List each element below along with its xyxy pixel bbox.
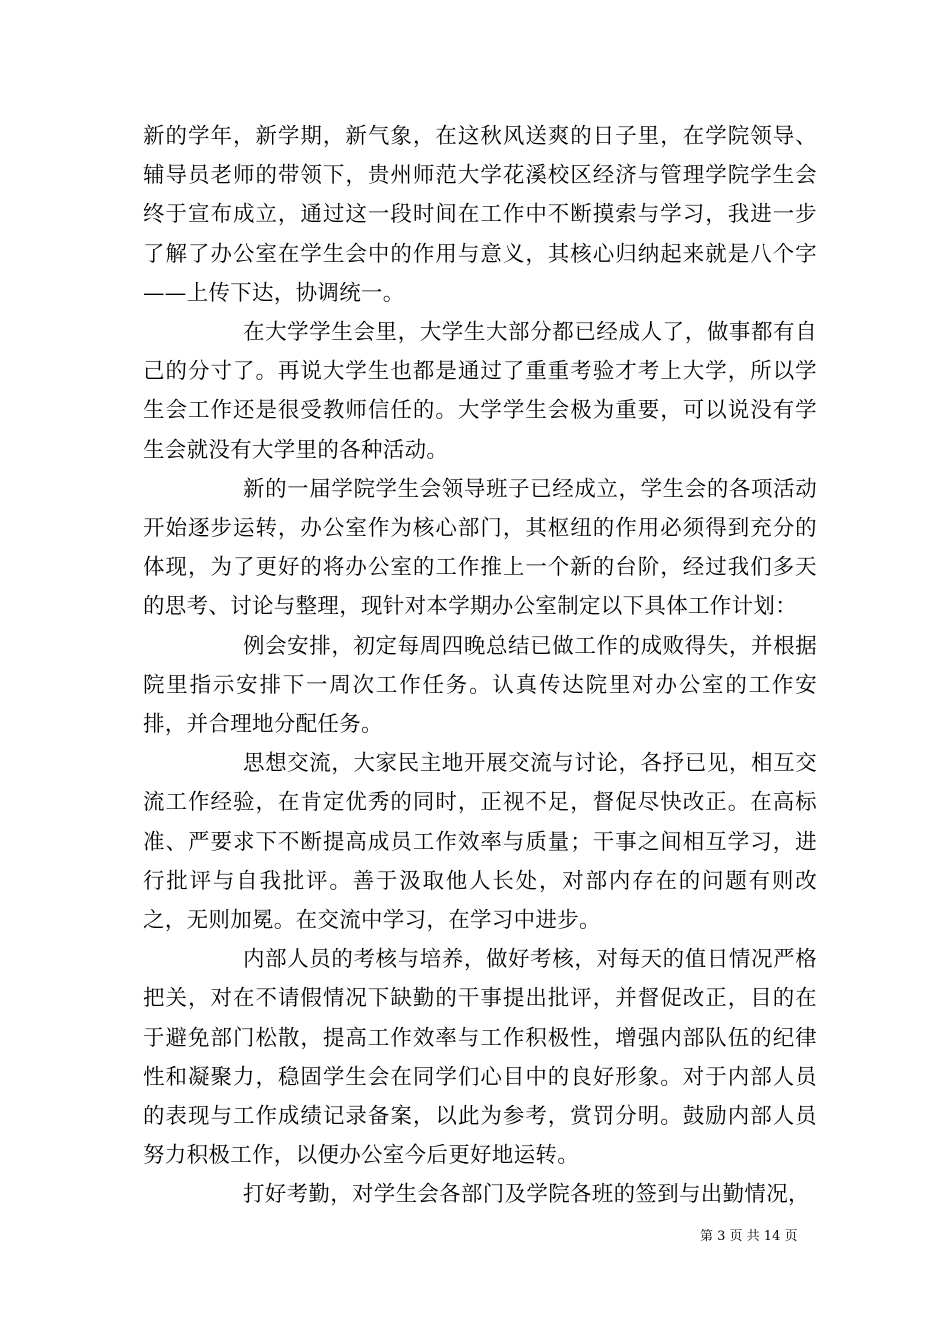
paragraph-1: 新的学年，新学期，新气象，在这秋风送爽的日子里，在学院领导、辅导员老师的带领下，贵州师范大学花溪校区经济与管理学院学生会终于宣布成立，通过这一段时间在工作中不断摸索与学习，我进一步了解了办公室在学生会中的作用与意义，其核心归纳起来就是八个字——上传下达，协调统一。	[143, 124, 817, 306]
document-body	[143, 117, 817, 1215]
paragraph-3: 新的一届学院学生会领导班子已经成立，学生会的各项活动开始逐步运转，办公室作为核心部门，其枢纽的作用必须得到充分的体现，为了更好的将办公室的工作推上一个新的台阶，经过我们多天的思考、讨论与整理，现针对本学期办公室制定以下具体工作计划：	[143, 476, 817, 620]
paragraph-4: 例会安排，初定每周四晚总结已做工作的成败得失，并根据院里指示安排下一周次工作任务。认真传达院里对办公室的工作安排，并合理地分配任务。	[143, 633, 817, 738]
paragraph-2: 在大学学生会里，大学生大部分都已经成人了，做事都有自己的分寸了。再说大学生也都是通过了重重考验才考上大学，所以学生会工作还是很受教师信任的。大学学生会极为重要，可以说没有学生会就没有大学里的各种活动。	[143, 320, 817, 463]
paragraph-5: 思想交流，大家民主地开展交流与讨论，各抒已见，相互交流工作经验，在肯定优秀的同时，正视不足，督促尽快改正。在高标准、严要求下不断提高成员工作效率与质量；干事之间相互学习，进行批评与自我批评。善于汲取他人长处，对部内存在的问题有则改之，无则加冕。在交流中学习，在学习中进步。	[143, 751, 817, 934]
paragraph-7: 打好考勤，对学生会各部门及学院各班的签到与出勤情况，	[243, 1182, 810, 1208]
paragraph-6: 内部人员的考核与培养，做好考核，对每天的值日情况严格把关，对在不请假情况下缺勤的干事提出批评，并督促改正，目的在于避免部门松散，提高工作效率与工作积极性，增强内部队伍的纪律性和凝聚力，稳固学生会在同学们心目中的良好形象。对于内部人员的表现与工作成绩记录备案，以此为参考，赏罚分明。鼓励内部人员努力积极工作，以便办公室今后更好地运转。	[143, 947, 817, 1169]
page-number-footer: 第 3 页 共 14 页	[700, 1229, 798, 1244]
